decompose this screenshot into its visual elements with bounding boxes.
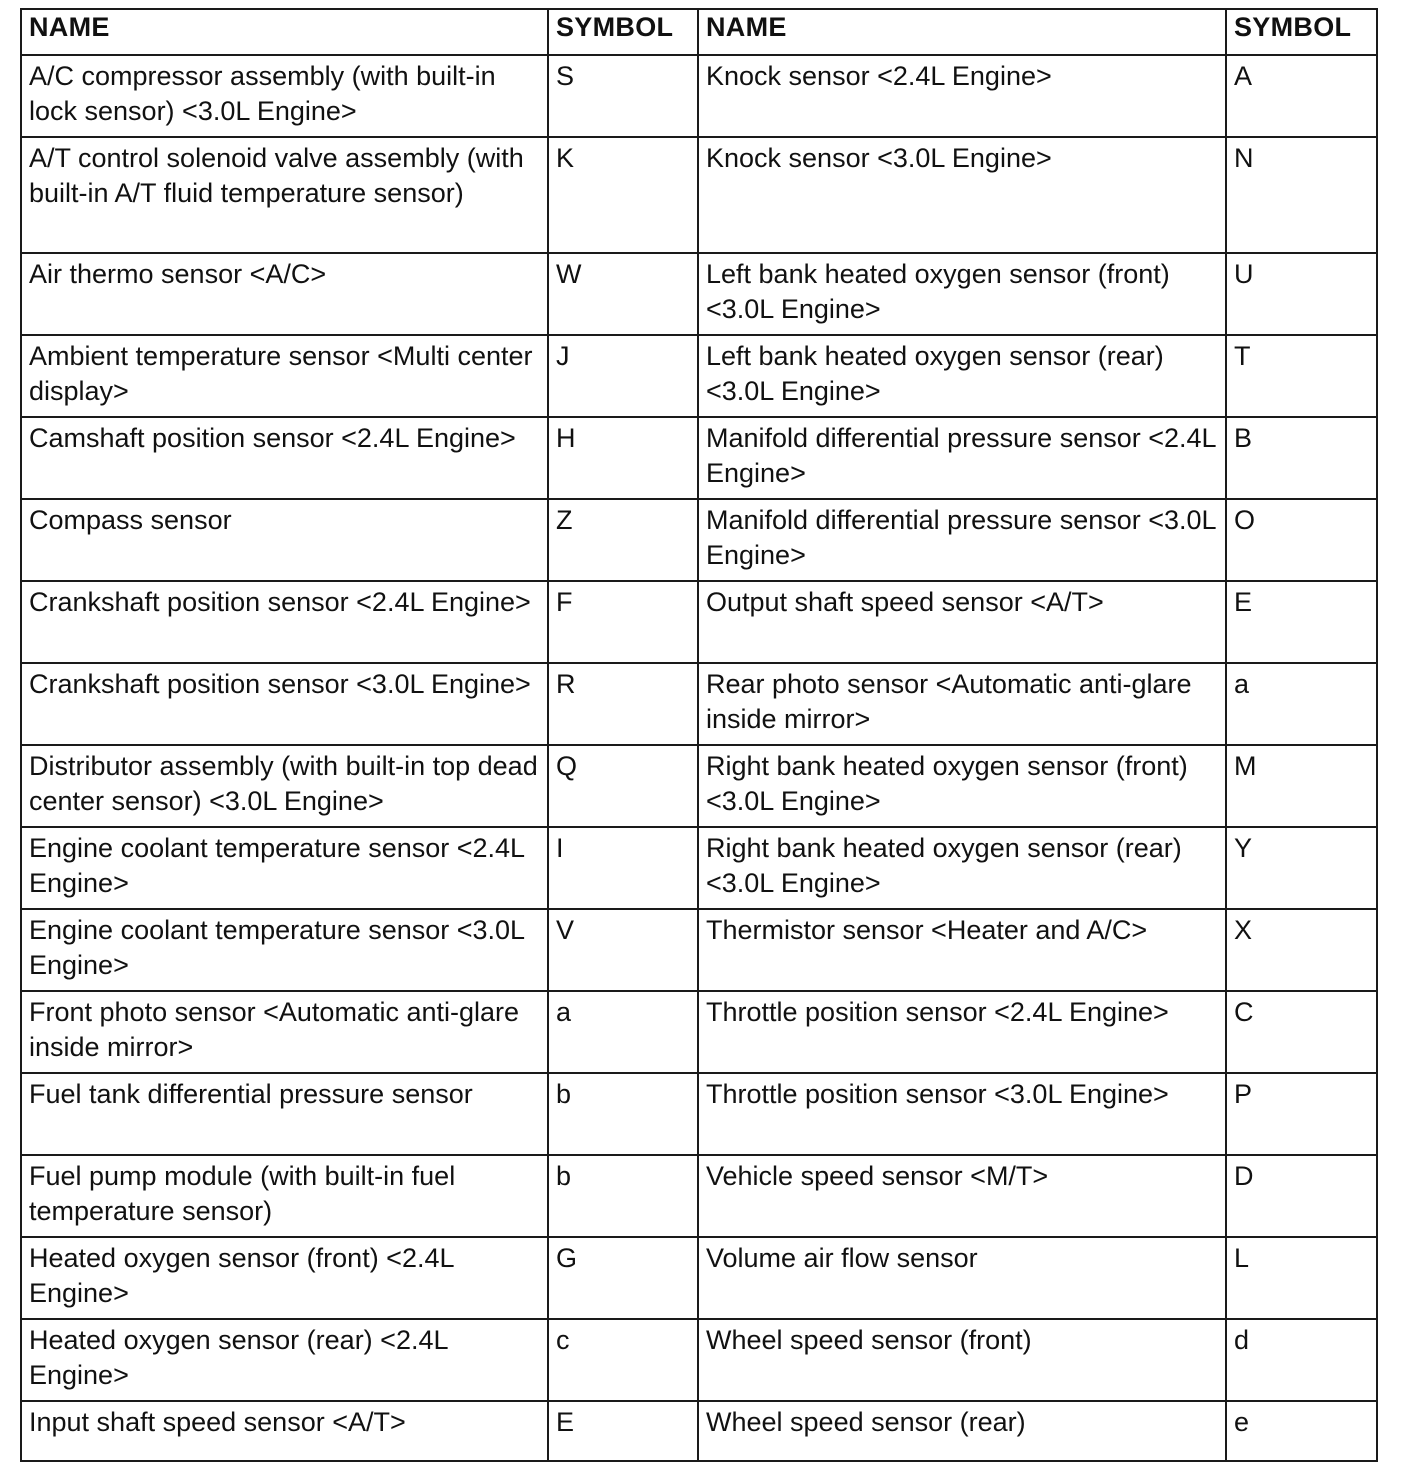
right-name-cell: Throttle position sensor <2.4L Engine>: [698, 991, 1226, 1073]
left-name-cell: Camshaft position sensor <2.4L Engine>: [21, 417, 548, 499]
table-row: [21, 417, 1377, 499]
right-symbol-cell: D: [1226, 1155, 1377, 1237]
left-name-cell: Engine coolant temperature sensor <2.4L Engine>: [21, 827, 548, 909]
left-name-cell: Ambient temperature sensor <Multi center display>: [21, 335, 548, 417]
table-row: [21, 991, 1377, 1073]
left-symbol-cell: F: [548, 581, 698, 663]
right-symbol-cell: E: [1226, 581, 1377, 663]
table-row: [21, 1073, 1377, 1155]
left-name-cell: Heated oxygen sensor (rear) <2.4L Engine>: [21, 1319, 548, 1401]
left-symbol-cell: G: [548, 1237, 698, 1319]
right-symbol-cell: P: [1226, 1073, 1377, 1155]
left-name-cell: Crankshaft position sensor <2.4L Engine>: [21, 581, 548, 663]
left-name-cell: A/T control solenoid valve assembly (with built-in A/T fluid temperature sensor): [21, 137, 548, 253]
right-name-cell: Knock sensor <2.4L Engine>: [698, 55, 1226, 137]
right-symbol-cell: L: [1226, 1237, 1377, 1319]
right-symbol-cell: C: [1226, 991, 1377, 1073]
sensor-symbol-table: [20, 8, 1378, 1462]
right-name-cell: Thermistor sensor <Heater and A/C>: [698, 909, 1226, 991]
table-row: [21, 1401, 1377, 1461]
right-name-cell: Knock sensor <3.0L Engine>: [698, 137, 1226, 253]
left-symbol-cell: Q: [548, 745, 698, 827]
header-row: [21, 9, 1377, 55]
right-symbol-cell: O: [1226, 499, 1377, 581]
right-symbol-cell: B: [1226, 417, 1377, 499]
right-symbol-cell: d: [1226, 1319, 1377, 1401]
left-name-cell: Crankshaft position sensor <3.0L Engine>: [21, 663, 548, 745]
header-symbol-left: SYMBOL: [548, 9, 698, 55]
right-symbol-cell: T: [1226, 335, 1377, 417]
right-name-cell: Right bank heated oxygen sensor (rear) <3.0L Engine>: [698, 827, 1226, 909]
table-row: [21, 137, 1377, 253]
header-name-left: NAME: [21, 9, 548, 55]
right-name-cell: Rear photo sensor <Automatic anti-glare inside mirror>: [698, 663, 1226, 745]
left-symbol-cell: a: [548, 991, 698, 1073]
right-name-cell: Throttle position sensor <3.0L Engine>: [698, 1073, 1226, 1155]
right-name-cell: Left bank heated oxygen sensor (rear) <3.0L Engine>: [698, 335, 1226, 417]
right-name-cell: Wheel speed sensor (front): [698, 1319, 1226, 1401]
table-row: [21, 1155, 1377, 1237]
header-symbol-right: SYMBOL: [1226, 9, 1377, 55]
table-row: [21, 745, 1377, 827]
left-symbol-cell: S: [548, 55, 698, 137]
table-row: [21, 335, 1377, 417]
left-name-cell: Compass sensor: [21, 499, 548, 581]
right-symbol-cell: U: [1226, 253, 1377, 335]
table-row: [21, 581, 1377, 663]
table-row: [21, 1319, 1377, 1401]
left-symbol-cell: E: [548, 1401, 698, 1461]
right-name-cell: Output shaft speed sensor <A/T>: [698, 581, 1226, 663]
left-symbol-cell: J: [548, 335, 698, 417]
right-name-cell: Manifold differential pressure sensor <3.0L Engine>: [698, 499, 1226, 581]
right-name-cell: Right bank heated oxygen sensor (front) <3.0L Engine>: [698, 745, 1226, 827]
right-symbol-cell: Y: [1226, 827, 1377, 909]
right-name-cell: Wheel speed sensor (rear): [698, 1401, 1226, 1461]
table-row: [21, 827, 1377, 909]
left-symbol-cell: R: [548, 663, 698, 745]
table-row: [21, 1237, 1377, 1319]
left-symbol-cell: c: [548, 1319, 698, 1401]
left-symbol-cell: K: [548, 137, 698, 253]
left-symbol-cell: V: [548, 909, 698, 991]
right-name-cell: Manifold differential pressure sensor <2.4L Engine>: [698, 417, 1226, 499]
right-name-cell: Volume air flow sensor: [698, 1237, 1226, 1319]
right-name-cell: Left bank heated oxygen sensor (front) <3.0L Engine>: [698, 253, 1226, 335]
left-symbol-cell: H: [548, 417, 698, 499]
left-symbol-cell: b: [548, 1155, 698, 1237]
left-name-cell: Fuel pump module (with built-in fuel temperature sensor): [21, 1155, 548, 1237]
right-symbol-cell: a: [1226, 663, 1377, 745]
table-row: [21, 663, 1377, 745]
right-symbol-cell: e: [1226, 1401, 1377, 1461]
table-row: [21, 253, 1377, 335]
table-row: [21, 499, 1377, 581]
right-symbol-cell: N: [1226, 137, 1377, 253]
left-name-cell: A/C compressor assembly (with built-in lock sensor) <3.0L Engine>: [21, 55, 548, 137]
left-name-cell: Fuel tank differential pressure sensor: [21, 1073, 548, 1155]
left-name-cell: Heated oxygen sensor (front) <2.4L Engine>: [21, 1237, 548, 1319]
right-symbol-cell: M: [1226, 745, 1377, 827]
left-symbol-cell: I: [548, 827, 698, 909]
left-name-cell: Air thermo sensor <A/C>: [21, 253, 548, 335]
left-name-cell: Input shaft speed sensor <A/T>: [21, 1401, 548, 1461]
table-row: [21, 55, 1377, 137]
left-symbol-cell: W: [548, 253, 698, 335]
left-name-cell: Front photo sensor <Automatic anti-glare inside mirror>: [21, 991, 548, 1073]
left-name-cell: Distributor assembly (with built-in top dead center sensor) <3.0L Engine>: [21, 745, 548, 827]
right-symbol-cell: A: [1226, 55, 1377, 137]
right-name-cell: Vehicle speed sensor <M/T>: [698, 1155, 1226, 1237]
left-name-cell: Engine coolant temperature sensor <3.0L Engine>: [21, 909, 548, 991]
left-symbol-cell: b: [548, 1073, 698, 1155]
right-symbol-cell: X: [1226, 909, 1377, 991]
header-name-right: NAME: [698, 9, 1226, 55]
table-row: [21, 909, 1377, 991]
left-symbol-cell: Z: [548, 499, 698, 581]
